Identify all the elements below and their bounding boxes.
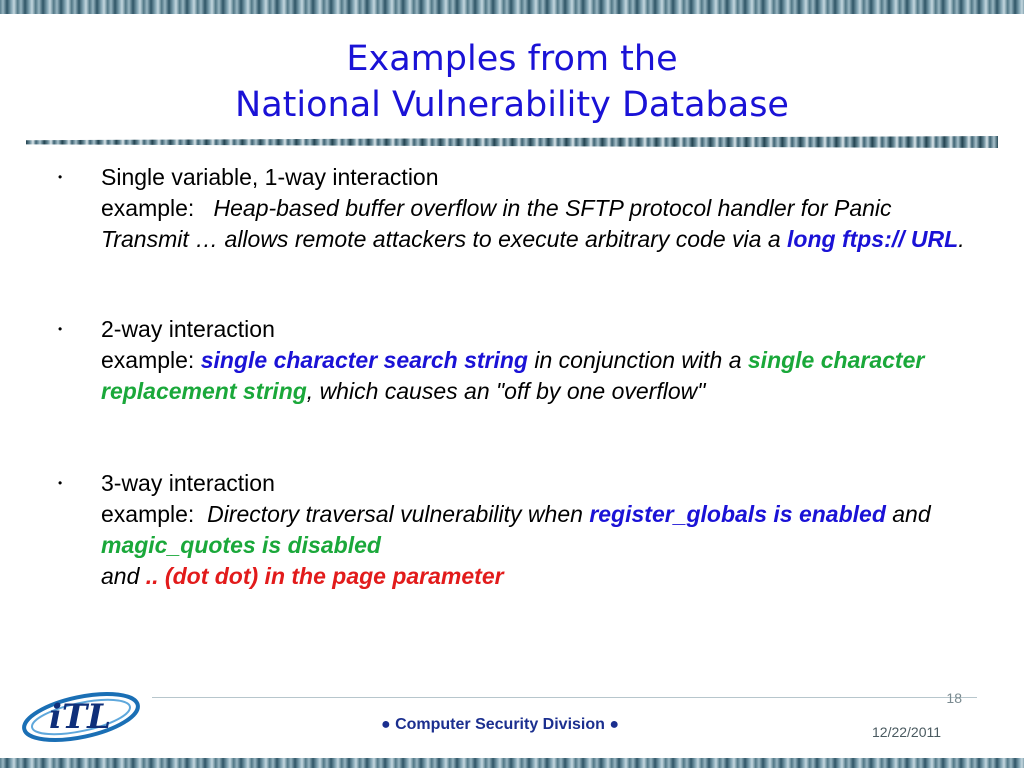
- bullet-item-2way: [56, 314, 976, 407]
- bullet-example: [101, 345, 976, 407]
- highlight-blue: register_globals is enabled: [589, 501, 886, 527]
- top-decorative-strip: [0, 0, 1024, 14]
- page-number: 18: [946, 690, 962, 706]
- highlight-red: .. (dot dot) in the page parameter: [145, 563, 504, 589]
- bullet-heading: 2-way interaction: [101, 316, 275, 342]
- example-text: Heap-based buffer overflow in the SFTP protocol handler for Panic Transmit … allows remote attackers to execute arbitrary code via a: [101, 195, 892, 252]
- bullet-list: [56, 162, 976, 592]
- bullet-example: [101, 499, 976, 561]
- slide-title: [0, 36, 1024, 128]
- title-divider: [26, 136, 998, 148]
- bullet-example-continued: [101, 561, 976, 592]
- bullet-marker: •: [58, 476, 63, 490]
- example-label: example:: [101, 347, 195, 373]
- footer-date: 12/22/2011: [872, 724, 942, 740]
- example-label: example:: [101, 501, 195, 527]
- footer-divider: [152, 697, 977, 698]
- logo-text: iTL: [48, 697, 112, 737]
- bottom-decorative-strip: [0, 758, 1024, 768]
- bullet-example: [101, 193, 976, 255]
- highlight-blue: single character search string: [200, 347, 528, 373]
- example-text-and: and: [101, 563, 146, 589]
- example-text-end: , which causes an "off by one overflow": [306, 378, 706, 404]
- highlight-green: single character replacement string: [101, 347, 925, 404]
- example-text-mid: and: [885, 501, 931, 527]
- title-line-1: Examples from the: [346, 39, 678, 79]
- bullet-item-3way: [56, 468, 976, 592]
- example-text-end: .: [958, 226, 965, 252]
- example-text: Directory traversal vulnerability when: [207, 501, 590, 527]
- footer-division: ● Computer Security Division ●: [380, 716, 620, 733]
- title-line-2: National Vulnerability Database: [235, 85, 789, 125]
- bullet-marker: •: [58, 170, 63, 184]
- itl-logo: [18, 684, 144, 746]
- highlight-green: magic_quotes is disabled: [101, 532, 381, 558]
- bullet-item-1way: [56, 162, 976, 255]
- bullet-heading: Single variable, 1-way interaction: [101, 164, 439, 190]
- highlight-blue: long ftps:// URL: [787, 226, 959, 252]
- example-label: example:: [101, 195, 195, 221]
- bullet-marker: •: [58, 322, 63, 336]
- example-text: in conjunction with a: [527, 347, 748, 373]
- bullet-heading: 3-way interaction: [101, 470, 275, 496]
